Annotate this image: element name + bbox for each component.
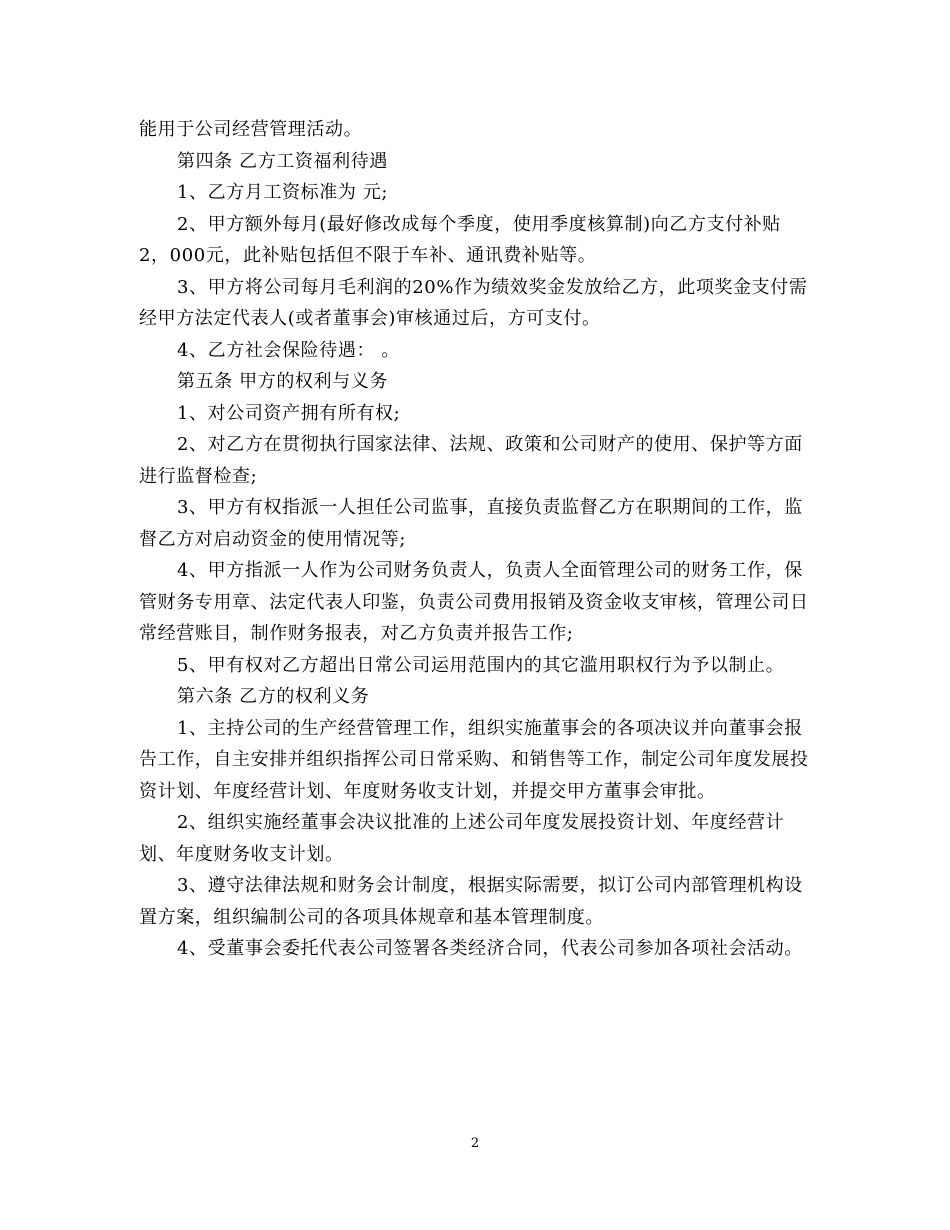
text-line: 置方案，组织编制公司的各项具体规章和基本管理制度。 bbox=[139, 906, 604, 928]
text-line: 5、甲有权对乙方超出日常公司运用范围内的其它滥用职权行为予以制止。 bbox=[177, 654, 785, 676]
text-line: 4、乙方社会保险待遇： 。 bbox=[177, 339, 400, 361]
text-line: 3、甲方将公司每月毛利润的20%作为绩效奖金发放给乙方，此项奖金支付需 bbox=[177, 276, 808, 298]
text-line: 2、对乙方在贯彻执行国家法律、法规、政策和公司财产的使用、保护等方面 bbox=[177, 434, 803, 455]
text-line: 1、乙方月工资标准为 元; bbox=[177, 182, 389, 203]
article-heading-4: 第四条 乙方工资福利待遇 bbox=[177, 150, 388, 172]
text-line: 4、甲方指派一人作为公司财务负责人，负责人全面管理公司的财务工作，保 bbox=[177, 560, 803, 581]
text-line: 3、遵守法律法规和财务会计制度，根据实际需要，拟订公司内部管理机构设 bbox=[177, 875, 803, 896]
text-line: 2、甲方额外每月(最好修改成每个季度，使用季度核算制)向乙方支付补贴 bbox=[177, 213, 781, 235]
text-line: 督乙方对启动资金的使用情况等; bbox=[139, 528, 407, 550]
text-line: 管财务专用章、法定代表人印鉴，负责公司费用报销及资金收支审核，管理公司日 bbox=[139, 591, 809, 613]
text-line: 常经营账目，制作财务报表，对乙方负责并报告工作; bbox=[139, 623, 574, 644]
text-line: 能用于公司经营管理活动。 bbox=[139, 119, 363, 140]
body-text bbox=[139, 114, 819, 965]
article-heading-6: 第六条 乙方的权利义务 bbox=[177, 686, 370, 707]
page-number: 2 bbox=[470, 1136, 480, 1151]
text-line: 1、主持公司的生产经营管理工作，组织实施董事会的各项决议并向董事会报 bbox=[177, 717, 803, 739]
text-line: 2，000元，此补贴包括但不限于车补、通讯费补贴等。 bbox=[139, 245, 597, 266]
text-line: 4、受董事会委托代表公司签署各类经济合同，代表公司参加各项社会活动。 bbox=[177, 938, 803, 959]
text-line: 进行监督检查; bbox=[139, 465, 258, 487]
document-body bbox=[139, 114, 819, 965]
text-line: 3、甲方有权指派一人担任公司监事，直接负责监督乙方在职期间的工作，监 bbox=[177, 497, 803, 518]
text-line: 1、对公司资产拥有所有权; bbox=[177, 402, 401, 424]
article-heading-5: 第五条 甲方的权利与义务 bbox=[177, 371, 388, 392]
text-line: 2、组织实施经董事会决议批准的上述公司年度发展投资计划、年度经营计 bbox=[177, 812, 785, 833]
text-line: 资计划、年度经营计划、年度财务收支计划，并提交甲方董事会审批。 bbox=[139, 780, 716, 802]
text-line: 告工作，自主安排并组织指挥公司日常采购、和销售等工作，制定公司年度发展投 bbox=[139, 749, 809, 770]
text-line: 经甲方法定代表人(或者董事会)审核通过后，方可支付。 bbox=[139, 308, 601, 329]
text-line: 划、年度财务收支计划。 bbox=[139, 843, 344, 865]
